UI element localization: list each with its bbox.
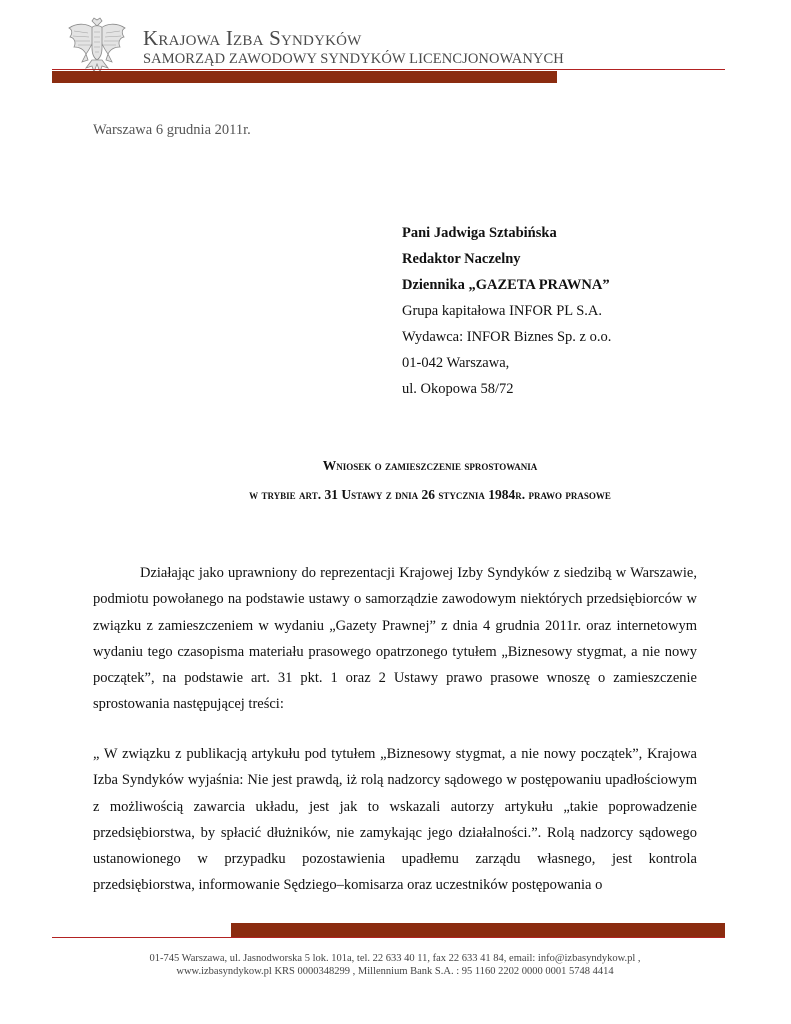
recipient-group: Grupa kapitałowa INFOR PL S.A. — [402, 303, 603, 319]
footer-contact-line: 01-745 Warszawa, ul. Jasnodworska 5 lok. 101a, tel. 22 633 40 11, fax 22 633 41 84, email: info@izbasyndykow.pl , — [149, 953, 641, 964]
header-divider-line — [52, 69, 725, 70]
footer-registry-line: www.izbasyndykow.pl KRS 0000348299 , Millennium Bank S.A. : 95 1160 2202 0000 0001 5748 4414 — [176, 966, 614, 977]
footer-accent-bar — [231, 923, 725, 937]
letter-date: Warszawa 6 grudnia 2011r. — [93, 122, 251, 138]
organization-name: Krajowa Izba Syndyków — [143, 26, 362, 50]
body-paragraph-1: Działając jako uprawniony do reprezentacji Krajowej Izby Syndyków z siedzibą w Warszawie, podmiotu powołanego na podstawie ustawy o samorządzie zawodowym niektórych przedsiębiorców w związku z zamieszczeniem w wydaniu „Gazety Prawnej” z dnia 4 grudnia 2011r. oraz internetowym wydaniu tego czasopisma materiału prasowego opatrzonego tytułem „Biznesowy stygmat, a nie nowy początek”, na podstawie art. 31 pkt. 1 oraz 2 Ustawy prawo prasowe wnoszę o zamieszczenie sprostowania następującej treści: — [93, 565, 697, 713]
recipient-street: ul. Okopowa 58/72 — [402, 381, 514, 397]
recipient-name: Pani Jadwiga Sztabińska — [402, 225, 557, 241]
recipient-postal: 01-042 Warszawa, — [402, 355, 510, 371]
recipient-address-block — [402, 220, 611, 402]
header-accent-bar — [52, 71, 557, 83]
document-title: Wniosek o zamieszczenie sprostowania — [322, 458, 538, 473]
eagle-emblem-icon — [66, 16, 128, 74]
body-paragraph-2: „ W związku z publikacją artykułu pod tytułem „Biznesowy stygmat, a nie nowy początek”, Krajowa Izba Syndyków wyjaśnia: Nie jest prawdą, iż rolą nadzorcy sądowego w postępowaniu upadłościowym z możliwością zawarcia układu, jest jak to wskazali autorzy artykułu „takie poprowadzenie przedsiębiorstwa, by spłacić dłużników, nie zamykając jego działalności.”. Rolą nadzorcy sądowego ustanowionego w przypadku pozostawienia upadłemu zarządu własnego, jest kontrola przedsiębiorstwa, informowanie Sędziego–komisarza oraz uczestników postępowania o — [93, 746, 697, 894]
footer-divider-line — [52, 937, 725, 938]
recipient-newspaper: Dziennika „GAZETA PRAWNA” — [402, 277, 610, 293]
document-subtitle: w trybie art. 31 Ustawy z dnia 26 stycznia 1984r. prawo prasowe — [249, 487, 611, 502]
recipient-position: Redaktor Naczelny — [402, 251, 521, 267]
recipient-publisher: Wydawca: INFOR Biznes Sp. z o.o. — [402, 329, 612, 345]
organization-subtitle: SAMORZĄD ZAWODOWY SYNDYKÓW LICENCJONOWANYCH — [143, 51, 564, 67]
